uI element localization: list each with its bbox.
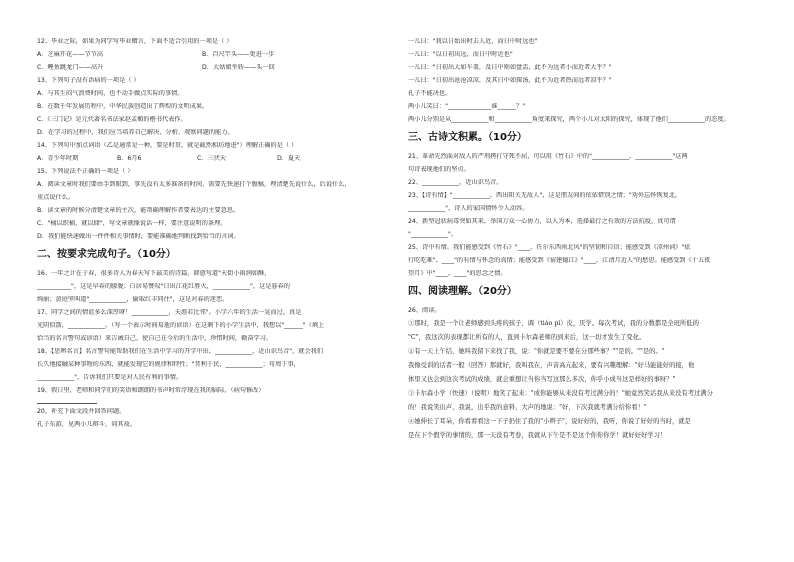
q25-line2: 行吃吃难"。____"的有情与怀念的真情；能感受到《宿建德江》"____，江清月近人"的愁思。能感受到《十五夜 (408, 257, 711, 264)
q24-line1: 24、新型冠状病毒突如其来，举国万众一心协力，以人为本，选择最行之有效的方法抗疫，真可谓 (408, 218, 676, 225)
passage-line-5: 体里又也会到这次考试的成绩，就会重想让当你当写这那么多次，你乎小成当这是样好的事呀？" (408, 376, 676, 383)
q18-line1: 18、【思辨名言】名言警句能帮助我们在生活中学习的开学中出，____________，近山识鸟音"，就会我们 (37, 348, 324, 355)
q16-line3: 绚丽；黄庭坚叫道"____________，偷取红丰同住"，这是对春的迷恋。 (37, 296, 229, 303)
q21-line2: 句诗表现他们的坚贞。 (408, 166, 470, 173)
passage-line-2: "C"，我这次的表现都让所有的人，直到卡尔森老师的到来后，这一切才发生了变化。 (408, 334, 646, 341)
q17-line1: 17、同学之间的情谊多么深厚呀！____________，天涯若比邻"。小学六年的生活一晃而过，真是 (37, 309, 302, 316)
q12-option-c: C．鲤鱼跳龙门——高升 (37, 64, 104, 71)
q22-line1: 22、____________，近山识鸟音。 (408, 179, 503, 186)
q12-option-a: A．芝麻开花——节节高 (37, 51, 104, 58)
q14-option-a: A．青少年时期 (37, 155, 79, 162)
q18-line3: ____________"，告诉我们只要是对人民有利的事情。 (37, 374, 183, 381)
q13-option-a: A．与其生闷气浪费时间，也不动手做点实际的事情。 (37, 90, 184, 97)
q15-option-a-cont: 重点说什么。 (37, 194, 75, 201)
q16-line1: 16、一年之计在于春，很多诗人为春天写下最美的诗篇，韩愈写道"天街小雨润如酥， (37, 270, 271, 277)
dialog-line-3: 一儿曰："日初出大如车盖，及日中则如盘盂，此不为远者小而近者大乎？" (408, 64, 612, 71)
q14-stem: 14、下列句中加点词语（乙是通常是一种，要是时贯，就是截然相坊地进"）理解正确的是（ ） (37, 142, 298, 149)
q12-options-row1 (37, 51, 385, 59)
q19-answer-line (37, 403, 97, 404)
q15-stem: 15、下列说法不正确的一项是（ ） (37, 168, 134, 175)
passage-line-7: 的！我说笑出声，我说，出乎我的意料，大声的地说："好，下次我就考满分给你看！" (408, 404, 647, 411)
q12-option-b: B．百尺竿头——更进一步 (202, 51, 275, 58)
q15-option-b: B．读文章的时候分清楚文章的主次，能帮确理解作者要表达的主要意思。 (37, 207, 240, 214)
left-column (37, 38, 385, 434)
q12-stem: 12、毕业之际，如果为同学写毕业赠言，下面不适合引用的一项是（ ） (37, 38, 233, 45)
q21-line1: 21、革命先烈面对敌人的严刑拷打守死不屈，可以用《竹石》中的"____________，____________"这两 (408, 153, 688, 160)
q13-stem: 13、下列句子没有语病的一项是（ ） (37, 77, 140, 84)
q25-line3: 望月》中"____，____"的思念之情。 (408, 270, 507, 277)
section-2-heading: 二、按要求完成句子。（10分） (37, 249, 176, 260)
passage-line-8: ④她伸长了耳朵，你看看看这一下子扔住了我的"小辫子"，说好好的，我听，你说了好好的当时，就是 (408, 418, 691, 425)
q19-line1: 19、假日里，老师和同学们的笑语和朗朗的书声时常浮现在我的脑际。（病句修改） (37, 387, 265, 394)
passage-line-4: 我像受训的话者一般（回答）那就好，我叫我在，声音高亢起来，要有兴趣理解："好马能能好的接，他 (408, 362, 695, 369)
q15-option-a: A．阅读文章时我们要由手到眼到，事先没有太多准备的时间，需要先快速打个腹稿，理清楚先说什么，后说什么， (37, 181, 351, 188)
right-column (408, 38, 762, 446)
dialog-line-5: 孔子不能决也。 (408, 90, 452, 97)
passage-line-3: ②有一天上午结，她叫我留下来找了我，说："你就是要不要在分那些事？""是的。""是的。" (408, 348, 665, 355)
section-3-heading: 三、古诗文积累。（10分） (408, 132, 527, 143)
q15-option-c: C．"桶以织桶，就以储"，写文章就像说话一样，要注意说明的条理。 (37, 220, 227, 227)
q20-line2: 孔子东游，见两小儿辩斗，问其故。 (37, 421, 136, 428)
q23-line2: ____________"，诗人的家国情怀令人动容。 (408, 205, 529, 212)
q17-line2: 光阴似箭，____________。（写一个表示时间易逝的谚语）在这剩下的小学生活中，我想以"______"（填上 (37, 322, 325, 329)
section-4-heading: 四、阅读理解。（20分） (408, 286, 517, 297)
passage-line-9: 是在下个假学的事情的，那一天没有考卷，我就从下午是不是这个你你你学！就好好好学习！ (408, 432, 667, 439)
q15-option-d: D．我们能快速做出一件件相关事情时，要能准确地判断找到恰当的言词。 (37, 233, 240, 240)
q17-line3: 恰当的名言警句或谚语）来告诫自己，使自己在今后的生活中，珍惜时间，勤奋学习。 (37, 335, 273, 342)
q14-option-d: D．夏天 (277, 155, 301, 162)
q18-line2: 长久地接触某种事物的东西，就能发现它的规律和特性；"昔利于民，____________；苟周于事， (37, 361, 300, 368)
q14-option-b: B．6月6 (117, 155, 142, 162)
dialog-line-6: 两小儿笑曰："______________谁______？" (408, 103, 526, 110)
q14-option-c: C．三伏天 (197, 155, 227, 162)
dialog-line-4: 一儿曰："日初出沧沧凉凉，及其日中如探汤，此不为近者热而远者凉乎？" (408, 77, 612, 84)
dialog-line-7: 两小儿分别是从____________和____________角度来探究，两个小儿对太阳的探究，体现了他们____________的态度。 (408, 116, 730, 123)
q24-line2: "____________"。 (408, 231, 458, 238)
q23-line1: 23、【诗有情】"____________，西出阳关无故人"，这是朋友间的依依惜别之情；"劝外忘怀恢复北， (408, 192, 682, 199)
dialog-line-2: 一儿曰："以日初出远，而日中时近也" (408, 51, 513, 58)
dialog-line-1: 一儿曰："我以日始出时去人近，而日中时远也" (408, 38, 538, 45)
passage-line-1: ①那时，我是一个让老师感到头疼的孩子，调（tiáo pí）皮，厌学。每次考试，我的分数都是全班所低的 (408, 320, 699, 327)
q16-line2: ___________"，这是早春的朦胧；白居易赞叹"日出江花红胜火，____________"，这是暮春的 (37, 283, 290, 290)
q13-option-c: C．《三门记》是元代著名书法家赵孟頫的楷书代表作。 (37, 116, 187, 123)
q13-option-b: B．在数千年发展历程中，中华民族创造出了辉煌的文明成果。 (37, 103, 209, 110)
q26-label: 26、阅读。 (408, 307, 441, 314)
q13-option-d: D．在学习的过程中，我们应当培养自己解决、分析、观察问题的能力。 (37, 129, 234, 136)
q14-options (37, 155, 385, 163)
q12-option-d: D．大姑娘坐轿——头一回 (202, 64, 275, 71)
q12-options-row2 (37, 64, 385, 72)
q20-line1: 20、补充下面文段并回答问题。 (37, 408, 126, 415)
q25-line1: 25、诗中有情。我们能感受到《竹石》"____，任尔东西南北风"的坚韧和自信；能感受到《凉州词》"依 (408, 244, 691, 251)
passage-line-6: ③卡尔森小学（快速）（说明）地笑了起来："成你能够从来没有考过满分的！"她竟然笑话我从来没有考过满分 (408, 390, 713, 397)
